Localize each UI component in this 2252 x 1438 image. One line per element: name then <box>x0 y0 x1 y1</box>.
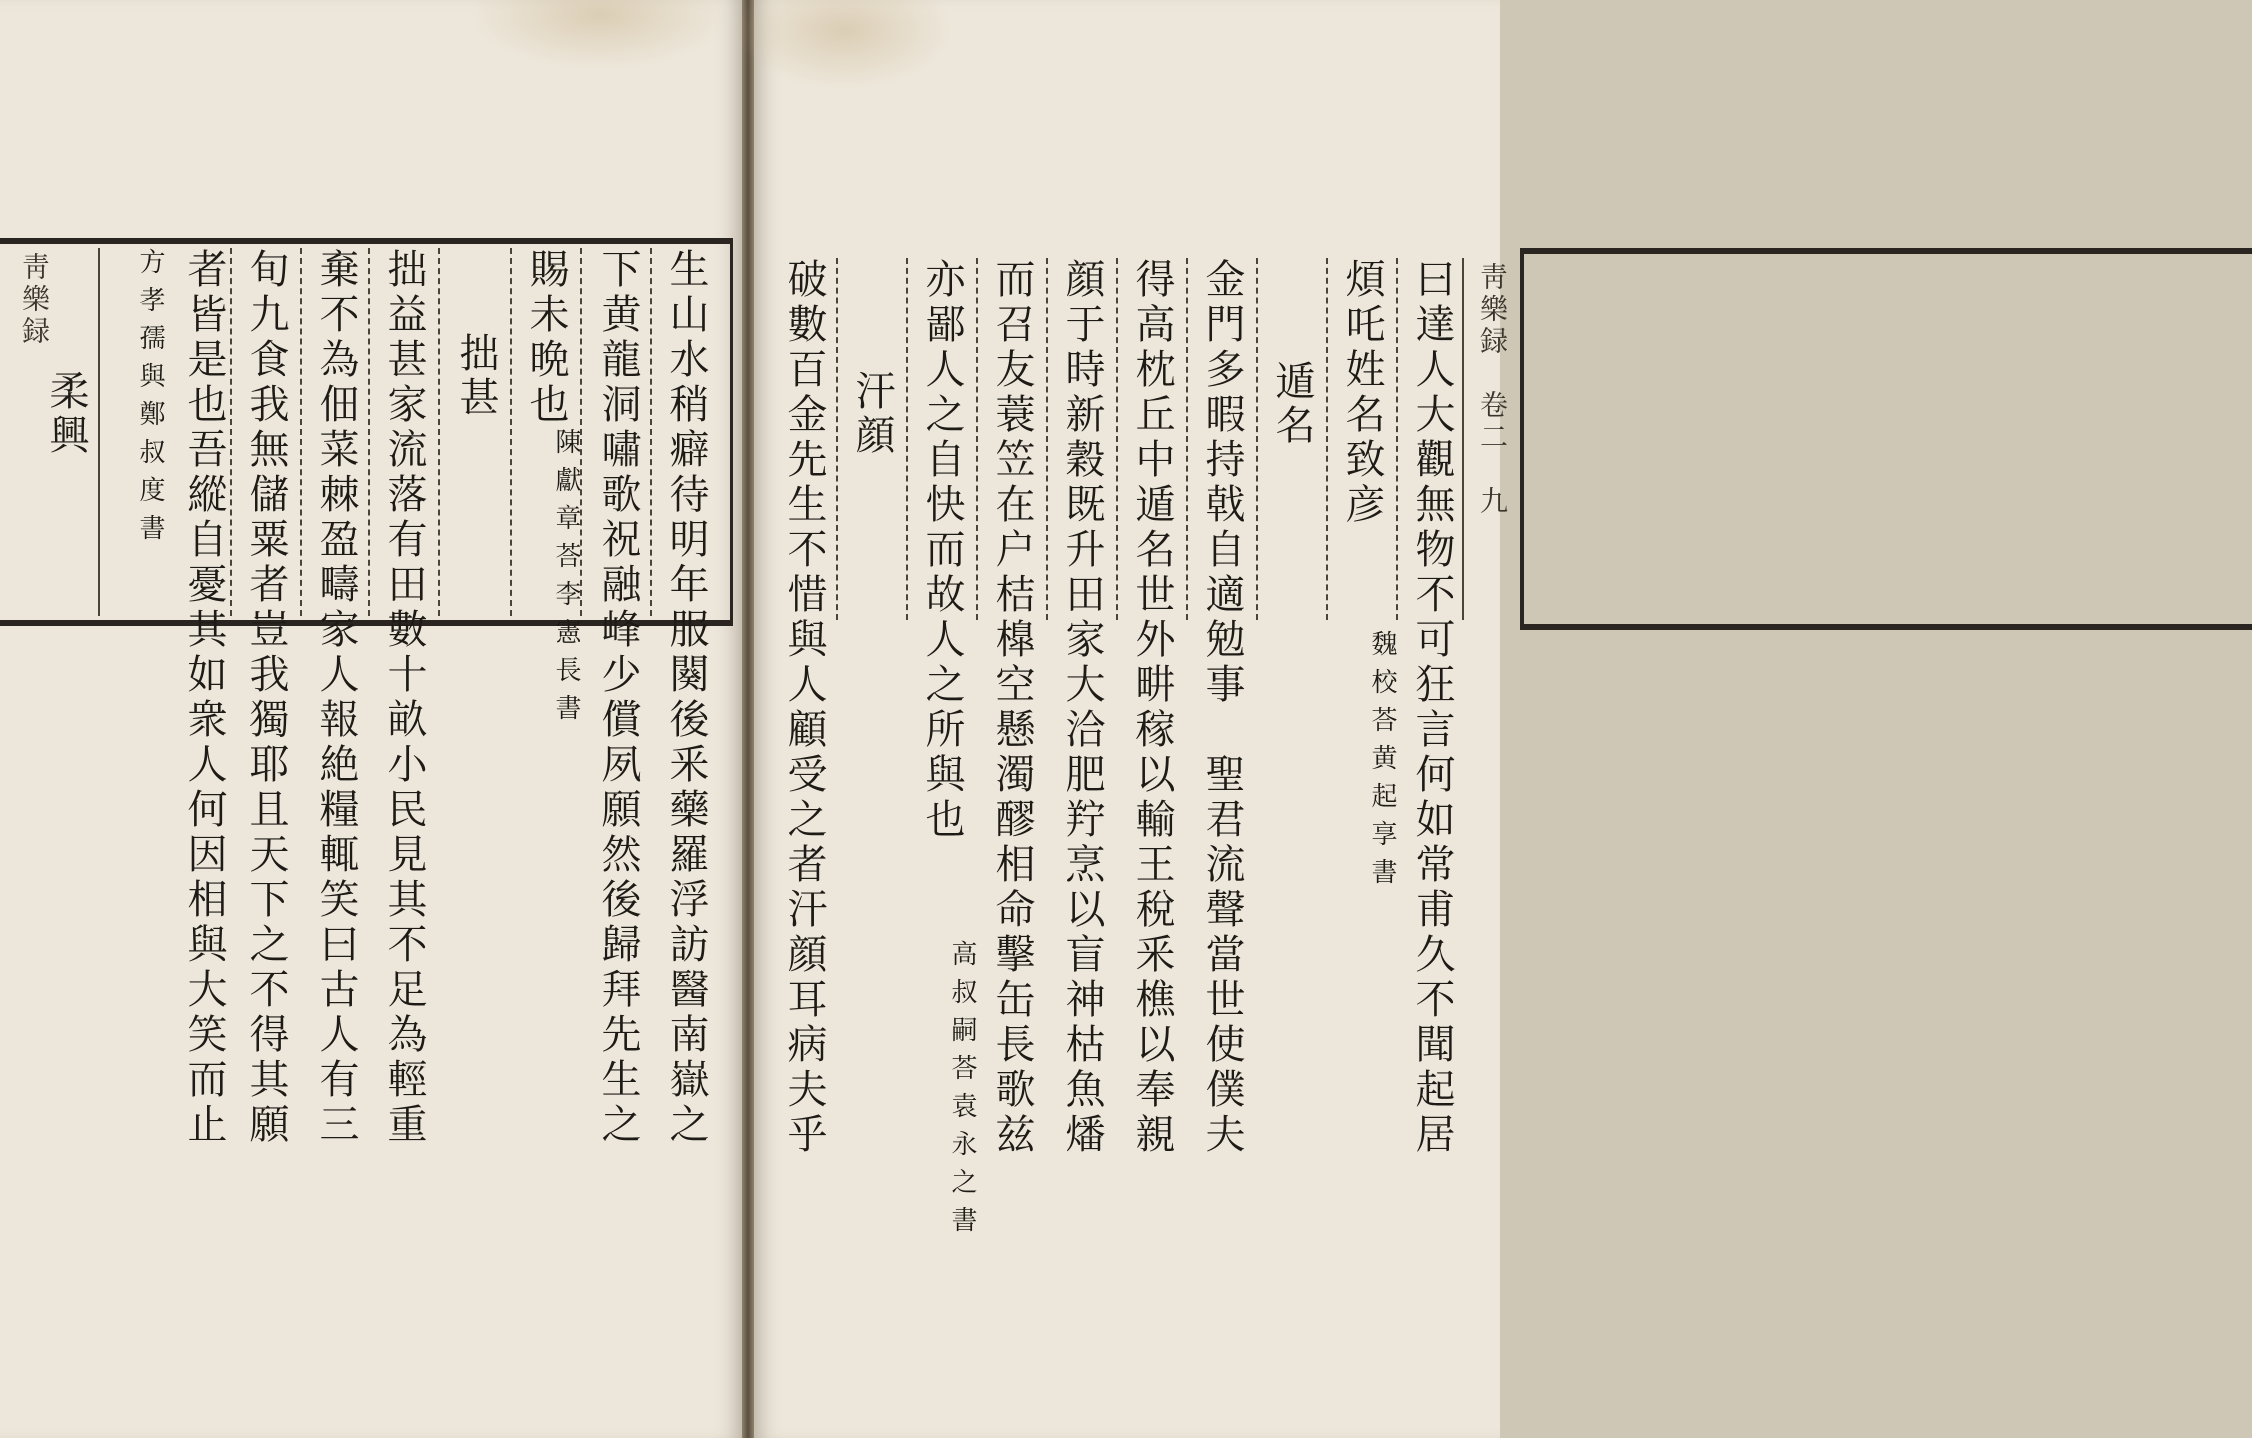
column-rule <box>650 248 652 616</box>
text-column: 破數百金先生不惜與人顧受之者汗顔耳病夫乎 <box>781 258 827 1158</box>
column-rule <box>906 258 908 620</box>
attribution-chen-xianzhang: 陳獻章荅李憲長書 <box>551 428 581 732</box>
text-column: 得高枕丘中遁名世外畊稼以輸王稅釆樵以奉親 <box>1129 258 1175 1158</box>
text-column: 生山水稍癖待明年服闋後釆藥羅浮訪醫南嶽之 <box>663 248 709 1148</box>
text-column: 拙益甚家流落有田數十畝小民見其不足為輕重 <box>381 248 427 1148</box>
column-rule <box>1256 258 1258 620</box>
attribution-gao-shusi: 高叔嗣荅袁永之書 <box>947 940 977 1244</box>
text-column: 顔于時新穀既升田家大洽肥羜烹以盲神枯魚燔 <box>1059 258 1105 1158</box>
column-rule <box>1462 258 1464 620</box>
right-page-frame <box>1520 248 2252 630</box>
column-rule <box>1116 258 1118 620</box>
column-rule <box>1396 258 1398 620</box>
column-rule <box>1326 258 1328 620</box>
column-rule <box>98 248 100 616</box>
text-column: 煩吒姓名致彦 <box>1339 258 1385 528</box>
section-heading-hanyan: 汗顔 <box>849 370 895 458</box>
column-rule <box>368 248 370 616</box>
text-column: 棄不為佃菜棘盈疇家人報絶糧輒笑曰古人有三 <box>313 248 359 1148</box>
column-rule <box>836 258 838 620</box>
water-stain <box>470 0 730 70</box>
text-column: 曰達人大觀無物不可狂言何如常甫久不聞起居 <box>1409 258 1455 1158</box>
column-rule <box>438 248 440 616</box>
text-column: 賜未晩也 <box>523 248 569 428</box>
text-column: 亦鄙人之自快而故人之所與也 <box>919 258 965 843</box>
column-rule <box>1046 258 1048 620</box>
left-margin-label: 靑樂録 <box>18 252 51 348</box>
text-column: 下黄龍洞嘯歌祝融峰少償夙願然後歸拜先生之 <box>595 248 641 1148</box>
right-margin-label: 靑樂録 卷二 九 <box>1476 262 1509 518</box>
water-stain <box>734 0 954 90</box>
column-rule <box>230 248 232 616</box>
column-rule <box>510 248 512 616</box>
column-rule <box>580 248 582 616</box>
section-heading-zhuoshen: 拙甚 <box>453 332 499 420</box>
left-section-tail: 柔興 <box>43 370 89 458</box>
column-rule <box>1186 258 1188 620</box>
text-column: 旬九食我無儲粟者豈我獨耶且天下之不得其願 <box>243 248 289 1148</box>
left-page <box>0 0 742 1438</box>
section-heading-dunming: 遁名 <box>1269 360 1315 448</box>
text-column: 金門多暇持戟自適勉事 聖君流聲當世使僕夫 <box>1199 258 1245 1158</box>
text-column: 者皆是也吾縱自憂其如衆人何因相與大笑而止 <box>181 248 227 1148</box>
column-rule <box>976 258 978 620</box>
attribution-wei-xiao: 魏校荅黄起享書 <box>1367 630 1397 896</box>
book-gutter <box>742 0 754 1438</box>
text-column: 而召友蓑笠在户桔橰空懸濁醪相命擊缶長歌兹 <box>989 258 1035 1158</box>
attribution-fang-xiaoru: 方孝孺與鄭叔度書 <box>135 248 165 552</box>
column-rule <box>300 248 302 616</box>
